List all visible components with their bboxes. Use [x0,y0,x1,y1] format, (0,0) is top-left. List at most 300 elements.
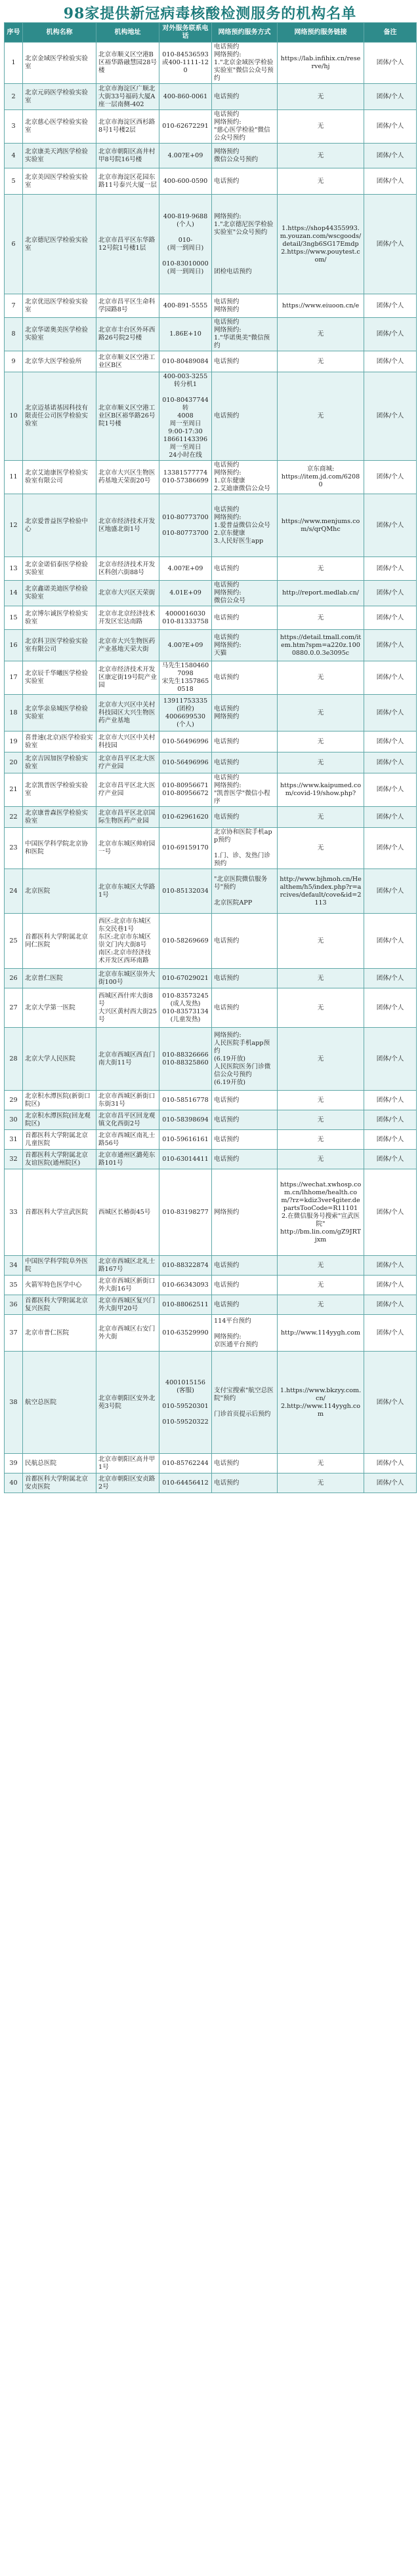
cell-method [212,1276,278,1295]
cell-name [23,988,96,1028]
table-row [5,1315,417,1352]
table-row [5,318,417,351]
cell-no [5,1295,23,1315]
cell-phone-text: 010-64456412 [162,1479,209,1487]
cell-phone-text: 13381577774 010-57386699 [162,469,209,484]
cell-name [23,581,96,606]
cell-no [5,1150,23,1169]
cell-link-text[interactable]: https://www.menjums.com/s/qrQMhc [281,517,360,533]
table-row [5,494,417,557]
cell-link[interactable] [278,630,364,661]
cell-link-text: 无 [317,737,324,745]
cell-note [364,318,417,351]
cell-address [96,630,159,661]
cell-address-text: 西城区西什库大街8号 大兴区黄村西大街25号 [98,992,157,1023]
cell-name [23,110,96,144]
page-title: 98家提供新冠病毒核酸检测服务的机构名单 [63,5,357,22]
cell-method-text: 电话预约 网络预约: 1.京东健康 2.艾迪康微信公众号 [214,461,270,492]
cell-method [212,988,278,1028]
cell-note [364,351,417,372]
cell-method-text: 电话预约 网络预约: 1."北京金域医学检验实验室"微信公众号预约 [214,43,274,82]
cell-name [23,1130,96,1150]
cell-phone [159,318,212,351]
cell-phone-text: 4.00?E+09 [167,564,203,572]
cell-phone [159,1295,212,1315]
cell-link-text[interactable]: http://www.bjhmoh.cn/Healthem/h5/index.php?r=arcives/default/cove&id=2113 [280,875,362,907]
cell-name [23,1091,96,1110]
cell-note [364,914,417,969]
cell-name-text: 北京德尼医学检验实验室 [25,236,88,252]
cell-address-text: 北京市昌平区生命科学园路8号 [98,298,156,313]
cell-link[interactable] [278,494,364,557]
cell-no [5,1091,23,1110]
cell-no [5,168,23,195]
cell-name [23,1473,96,1493]
cell-link [278,351,364,372]
cell-address [96,1110,159,1130]
cell-note-text: 团体/个人 [376,302,404,309]
cell-no-text: 5 [11,177,16,185]
cell-method [212,869,278,914]
cell-note-text: 团体/个人 [376,177,404,185]
cell-method-text: 电话预约 网络预约: 1."华诺奥美"微信预约 [214,319,270,349]
cell-note-text: 团体/个人 [376,1398,404,1406]
cell-name-text: 北京博尔诚医学检验实验室 [25,610,88,625]
table-row [5,294,417,318]
cell-address [96,869,159,914]
cell-address [96,43,159,84]
cell-link-text: 无 [317,1459,324,1467]
cell-link [278,661,364,695]
cell-note-text: 团体/个人 [376,1261,404,1269]
cell-link[interactable] [278,1315,364,1352]
cell-link [278,1110,364,1130]
cell-link [278,732,364,752]
cell-link [278,1028,364,1091]
cell-no-text: 12 [9,521,18,529]
table-row [5,732,417,752]
cell-note [364,168,417,195]
cell-address-text: 北京市大兴生物医药产业基地天荣大街 [98,637,156,653]
cell-name-text: 北京华大医学检验所 [25,357,82,365]
cell-note-text: 团体/个人 [376,1096,404,1104]
cell-name-text: 首都医科大学附属北京儿童医院 [25,1131,88,1147]
cell-link[interactable] [278,1169,364,1256]
cell-link-text[interactable]: https://www.kaipumed.com/covid-19/show.php? [280,782,362,797]
cell-address-text: 西城区长椿街45号 [98,1208,151,1216]
cell-address [96,828,159,869]
cell-method [212,732,278,752]
cell-no-text: 30 [9,1116,18,1123]
cell-phone-text: 010-63014411 [162,1155,209,1163]
cell-note [364,1276,417,1295]
cell-name [23,807,96,828]
cell-no [5,661,23,695]
cell-no [5,110,23,144]
cell-no [5,732,23,752]
cell-phone-text: 010-67029021 [162,974,209,982]
cell-address [96,606,159,630]
cell-address-text: 北京市昌平区北京国际生物医药产业园 [98,809,156,825]
cell-address-text: 北京市昌平区北大医疗产业园 [98,754,156,770]
cell-name-text: 中国医学科学院北京协和医院 [25,840,88,855]
cell-method [212,661,278,695]
cell-name [23,752,96,773]
cell-link-text: 无 [317,92,324,100]
cell-phone-text: 010-58516778 [162,1096,209,1104]
cell-no [5,695,23,732]
cell-method-text: 电话预约 [214,177,240,185]
cell-note-text: 团体/个人 [376,1208,404,1216]
cell-link[interactable] [278,1352,364,1454]
cell-address [96,110,159,144]
cell-name-text: 北京金诺佰泰医学检验实验室 [25,560,88,576]
cell-phone [159,581,212,606]
cell-method-text: 电话预约 [214,412,240,420]
cell-phone [159,752,212,773]
cell-name [23,606,96,630]
cell-phone-text: 010-63529990 [162,1329,209,1337]
table-row [5,557,417,581]
cell-phone [159,630,212,661]
cell-method [212,1295,278,1315]
table-row [5,661,417,695]
cell-note-text: 团体/个人 [376,887,404,895]
cell-no-text: 7 [11,302,16,309]
cell-name-text: 北京慈心医学检验实验室 [25,119,88,134]
cell-link-text[interactable]: http://report.medlab.cn/ [282,589,360,596]
table-row [5,372,417,461]
cell-link[interactable] [278,869,364,914]
cell-note [364,630,417,661]
cell-note-text: 团体/个人 [376,974,404,982]
cell-note [364,372,417,461]
cell-link-text: 无 [317,357,324,365]
cell-no-text: 17 [9,674,18,681]
cell-method-text: 电话预约 网络预约: 1.爱普益微信公众号 2.京东健康 3.人民好医生app [214,505,270,545]
cell-method-text: 电话预约 网络预约 [214,298,240,313]
cell-method-text: 北京协和医院手机app预约 1.门、诊、发热门诊预约 [214,829,272,867]
cell-address-text: 北京市大兴区天荣街 [98,589,156,596]
cell-method [212,606,278,630]
cell-phone-text: 4.00?E+09 [167,151,203,159]
cell-name-text: 北京鑫诺美迪医学检验实验室 [25,585,88,600]
cell-phone [159,914,212,969]
cell-address-text: 北京市经济技术开发区地盛北街1号 [98,517,156,533]
cell-link-text[interactable]: https://wechat.xwhosp.com.cn/lhhome/health.com/?rz=kdiz3ver4giter.departsTooCode=R11101 2.在微信服务号搜索"宣武医院" http://bm.lin.com/gZ9JRTjxm [280,1181,362,1243]
cell-link-text: 无 [317,1261,324,1269]
cell-link-text: 无 [317,1281,324,1289]
cell-name-text: 北京康美天鸿医学检验实验室 [25,147,88,163]
cell-method-text: 电话预约 [214,1155,240,1163]
cell-address-text: 北京市通州区潞苑东路101号 [98,1151,156,1167]
cell-link[interactable] [278,773,364,807]
cell-note-text: 团体/个人 [376,59,404,66]
cell-method-text: 网络预约 [214,1208,240,1216]
cell-link-text: 无 [317,674,324,681]
cell-method [212,461,278,494]
cell-method-text: 网络预约: 人民医院手机app预约 (6.19开放) 人民医院医务门诊微信公众号预约 (6.19开放) [214,1031,271,1086]
cell-address [96,1473,159,1493]
cell-address-text: 北京市西城区新街口外大街16号 [98,1277,156,1293]
cell-name-text: 北京华诺奥美医学检验实验室 [25,326,88,342]
cell-note-text: 团体/个人 [376,813,404,821]
cell-name [23,1028,96,1091]
cell-name-text: 北京积水潭医院(回龙观院区) [25,1112,91,1127]
cell-note [364,1110,417,1130]
cell-phone-text: 4001015156(客服) 010-59520301 010-59520322 [162,1378,209,1426]
cell-link-text: 无 [317,1479,324,1487]
cell-link-text[interactable]: 1.https://www.bkzyy.com.cn/ 2.http://www.114yygh.com [280,1386,362,1418]
cell-phone-text: 010-58398694 [162,1116,209,1123]
table-row [5,1295,417,1315]
table-row [5,43,417,84]
cell-method-text: 电话预约 [214,614,240,621]
cell-address [96,969,159,988]
cell-method [212,1150,278,1169]
cell-address-text: 北京市顺义区空港工业区B区 [98,353,156,369]
cell-name-text: 北京艾迪康医学检验实验室有限公司 [25,469,88,484]
cell-link[interactable] [278,43,364,84]
cell-no [5,988,23,1028]
cell-name [23,144,96,168]
cell-link[interactable] [278,195,364,294]
cell-method [212,110,278,144]
cell-method [212,828,278,869]
cell-method [212,1315,278,1352]
cell-method-text: 电话预约 [214,674,240,681]
cell-note-text: 团体/个人 [376,1116,404,1123]
cell-phone [159,1110,212,1130]
cell-method [212,294,278,318]
cell-address-text: 北京市大兴区生物医药基地天荣街20号 [98,469,156,484]
cell-method-text: 电话预约 [214,564,240,572]
cell-address [96,461,159,494]
cell-address [96,144,159,168]
cell-note [364,1256,417,1276]
cell-phone-text: 010-88326666 010-88325860 [162,1051,209,1066]
cell-address-text: 北京市昌平区回龙观镇文化西街2号 [98,1112,156,1127]
cell-phone-text: 010-80773700 010-80773700 [162,513,209,537]
cell-link-text[interactable]: http://www.114yygh.com [280,1329,361,1337]
cell-method-text: 电话预约 [214,737,240,745]
cell-phone-text: 010-80489084 [162,357,209,365]
table-row [5,869,417,914]
cell-note-text: 团体/个人 [376,589,404,596]
cell-name [23,869,96,914]
cell-link-text[interactable]: 1.https://shop44355993.m.youzan.com/wscgoods/detail/3ngb6SG17Emdp 2.https://www.pouytest.com/ [280,224,362,263]
table-row [5,581,417,606]
cell-note [364,1315,417,1352]
cell-link[interactable] [278,581,364,606]
cell-no [5,969,23,988]
table-row [5,773,417,807]
cell-no-text: 24 [9,887,18,895]
cell-name [23,1256,96,1276]
cell-address-text: 北京市顺义区空港B区裕华路融慧园28号楼 [98,51,157,74]
cell-name-text: 北京积水潭医院(新街口院区) [25,1092,91,1108]
table-row [5,1169,417,1256]
cell-note [364,84,417,110]
cell-phone [159,869,212,914]
cell-link [278,1295,364,1315]
cell-phone [159,461,212,494]
cell-name [23,1352,96,1454]
cell-address-text: 北京市大兴区中关村科技园 [98,733,156,749]
cell-method-text: 电话预约 [214,357,240,365]
cell-phone-text: 010-62961620 [162,813,209,821]
cell-address-text: 北京市东城区大华路1号 [98,883,156,899]
table-row [5,110,417,144]
cell-name [23,661,96,695]
cell-note-text: 团体/个人 [376,844,404,851]
table-row [5,1473,417,1493]
table-row [5,1130,417,1150]
cell-method [212,351,278,372]
cell-method-text: 电话预约 网络预约: 微信公众号 [214,581,245,604]
cell-no-text: 34 [9,1261,18,1269]
cell-link-text[interactable]: https://lab.infihix.cn/reserve/hj [280,55,361,70]
cell-no [5,1110,23,1130]
cell-no [5,557,23,581]
cell-name [23,557,96,581]
cell-note [364,969,417,988]
cell-no-text: 3 [11,123,16,130]
cell-name [23,461,96,494]
cell-address-text: 北京市西城区新街口东街31号 [98,1092,156,1108]
cell-link [278,372,364,461]
cell-no-text: 15 [9,614,18,621]
cell-note-text: 团体/个人 [376,357,404,365]
cell-method [212,1130,278,1150]
cell-link-text[interactable]: https://www.eiuoon.cn/e [282,302,360,309]
cell-no [5,1352,23,1454]
cell-link [278,606,364,630]
cell-link-text[interactable]: https://detail.tmall.com/item.htm?spm=a220z.1000880.0.0.3e3095c [280,633,362,657]
cell-address-text: 北京市西城区右安门外大街 [98,1325,156,1340]
cell-no-text: 18 [9,709,18,716]
cell-address-text: 北京市西城区西直门南大街11号 [98,1051,156,1066]
cell-link [278,1454,364,1473]
cell-method-text: 电话预约 网络预约 [214,705,240,720]
cell-no-text: 38 [9,1398,18,1406]
cell-link [278,1130,364,1150]
cell-name-text: 北京科卫医学检验实验室有限公司 [25,637,88,653]
cell-address [96,1091,159,1110]
cell-no-text: 39 [9,1459,18,1467]
table-row [5,144,417,168]
cell-phone-text: 010-58269669 [162,937,209,945]
cell-no-text: 6 [11,240,16,248]
header-note: 备注 [364,23,417,43]
table-row [5,351,417,372]
cell-link-text: 无 [317,151,324,159]
cell-method-text: 电话预约 [214,937,240,945]
cell-link[interactable] [278,294,364,318]
cell-link-text: 无 [317,614,324,621]
cell-no-text: 10 [9,412,18,420]
cell-name-text: 喜普速(北京)医学检验实验室 [25,733,93,749]
header-name: 机构名称 [23,23,96,43]
cell-method [212,773,278,807]
cell-phone-text: 400-891-5555 [163,302,208,309]
table-row [5,969,417,988]
cell-method [212,318,278,351]
cell-phone-text: 400-600-0590 [163,177,208,185]
cell-phone-text: 4000016030 010-81333758 [162,610,209,625]
cell-name [23,1276,96,1295]
cell-method-text: 电话预约 [214,1116,240,1123]
cell-phone-text: 010-85762244 [162,1459,209,1467]
cell-note-text: 团体/个人 [376,1300,404,1308]
cell-note [364,606,417,630]
cell-phone-text: 马先生15804607098 宋先生13578650518 [161,662,209,693]
cell-link-text: 无 [317,1116,324,1123]
cell-phone-text: 010-56496996 [162,758,209,766]
cell-no [5,461,23,494]
cell-link-text: 无 [317,1155,324,1163]
cell-address-text: 北京市东城区帅府园一号 [98,840,156,855]
cell-method-text: 电话预约 [214,1261,240,1269]
cell-name-text: 首都医科大学附属北京友谊医院(通州院区) [25,1151,88,1167]
cell-phone-text: 010-59616161 [162,1135,209,1143]
cell-phone [159,43,212,84]
cell-address [96,318,159,351]
table-row [5,1352,417,1454]
cell-link [278,84,364,110]
table-row [5,914,417,969]
cell-link-text[interactable]: 京东商城: https://item.jd.com/62080 [281,465,360,488]
cell-name [23,695,96,732]
cell-link-text: 无 [317,709,324,716]
cell-name-text: 首都医科大学附属北京安贞医院 [25,1475,88,1491]
cell-note [364,1150,417,1169]
cell-address-text: 北京市朝阳区高井甲1号 [98,1455,156,1471]
cell-phone-text: 4.01E+09 [169,589,201,596]
cell-method-text: 电话预约 网络预约: 天猫 [214,633,242,657]
cell-no-text: 19 [9,737,18,745]
table-row [5,1110,417,1130]
cell-link-text: 无 [317,412,324,420]
cell-phone-text: 1.86E+10 [169,330,201,338]
cell-note [364,1473,417,1493]
cell-method-text: 电话预约 网络预约: "凯普医学"微信小程序 [214,774,270,805]
cell-link[interactable] [278,461,364,494]
cell-no-text: 23 [9,844,18,851]
cell-phone [159,661,212,695]
cell-phone [159,1276,212,1295]
cell-no [5,606,23,630]
cell-method [212,1169,278,1256]
cell-phone-text: 010-85132034 [162,887,209,895]
cell-no [5,1169,23,1256]
cell-link-text: 无 [317,123,324,130]
cell-name-text: 北京市普仁医院 [25,1329,70,1337]
cell-note-text: 团体/个人 [376,1135,404,1143]
cell-phone-text: 400-860-0061 [163,92,208,100]
cell-no-text: 31 [9,1135,18,1143]
cell-no-text: 27 [9,1004,18,1011]
cell-address [96,695,159,732]
cell-phone-text: 010-83198277 [162,1208,209,1216]
cell-method [212,1256,278,1276]
cell-method [212,1110,278,1130]
cell-address-text: 北京市北京经济技术开发区宏达南路 [98,610,156,625]
cell-note [364,461,417,494]
cell-method-text: 电话预约 [214,813,240,821]
cell-phone [159,351,212,372]
cell-address-text: 北京市朝阳区高井村甲8号院16号楼 [98,147,156,163]
